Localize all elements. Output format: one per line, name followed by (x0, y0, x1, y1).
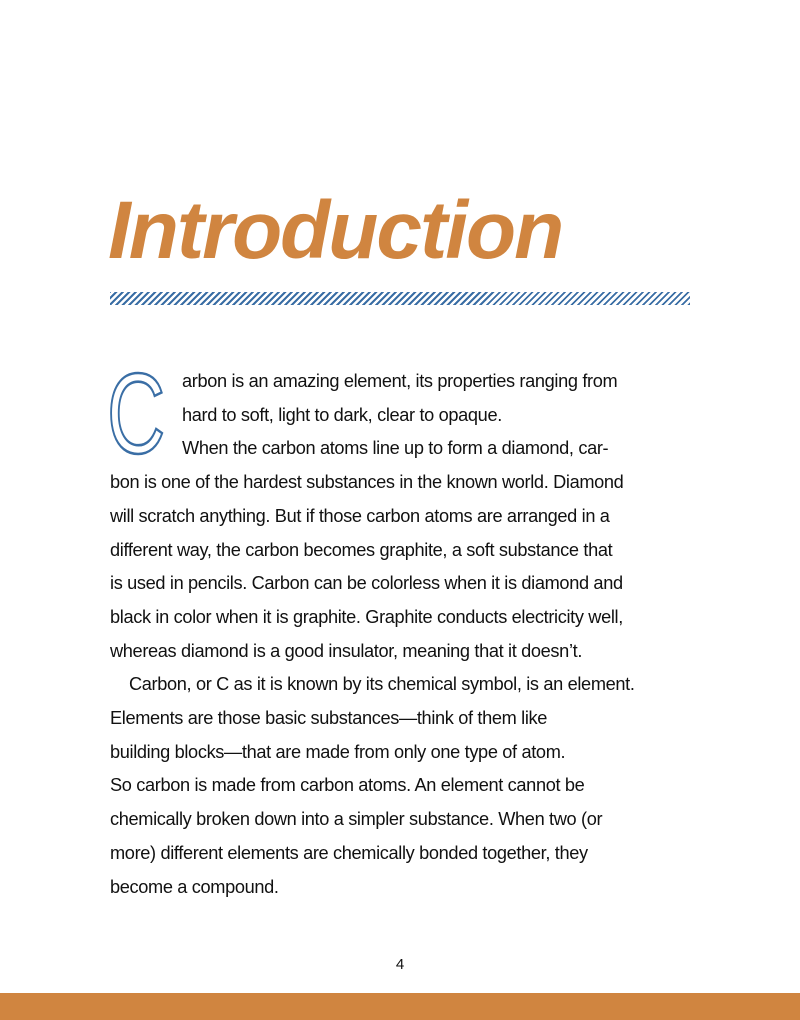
text-line: Carbon, or C as it is known by its chemical symbol, is an element. (129, 674, 635, 695)
text-line: Elements are those basic substances—think of them like (110, 708, 548, 729)
text-line: chemically broken down into a simpler substance. When two (or (110, 809, 603, 830)
page-title: Introduction (108, 185, 563, 276)
title-divider (110, 292, 690, 305)
text-line: When the carbon atoms line up to form a diamond, car- (182, 438, 609, 459)
text-line: black in color when it is graphite. Graphite conducts electricity well, (110, 606, 623, 627)
text-line: whereas diamond is a good insulator, meaning that it doesn’t. (110, 640, 583, 661)
paragraph-3 (110, 668, 684, 904)
paragraph-2 (110, 432, 684, 668)
drop-cap-glyph (107, 351, 170, 478)
text-line: more) different elements are chemically bonded together, they (110, 842, 588, 863)
paragraph-1 (110, 365, 684, 432)
text-line: will scratch anything. But if those carbon atoms are arranged in a (110, 505, 610, 526)
drop-cap (107, 351, 180, 478)
page-number: 4 (395, 956, 405, 973)
text-line: hard to soft, light to dark, clear to opaque. (182, 404, 502, 425)
drop-cap-letter: C (107, 351, 165, 478)
text-line: So carbon is made from carbon atoms. An element cannot be (110, 775, 585, 796)
body-text (107, 351, 684, 904)
text-line: become a compound. (110, 876, 279, 897)
text-line: is used in pencils. Carbon can be colorless when it is diamond and (110, 573, 623, 594)
text-line: bon is one of the hardest substances in the known world. Diamond (110, 472, 624, 493)
text-line: arbon is an amazing element, its properties ranging from (182, 371, 618, 391)
text-line: building blocks—that are made from only one type of atom. (110, 741, 566, 762)
footer-bar (0, 993, 800, 1020)
text-line: different way, the carbon becomes graphite, a soft substance that (110, 539, 613, 560)
